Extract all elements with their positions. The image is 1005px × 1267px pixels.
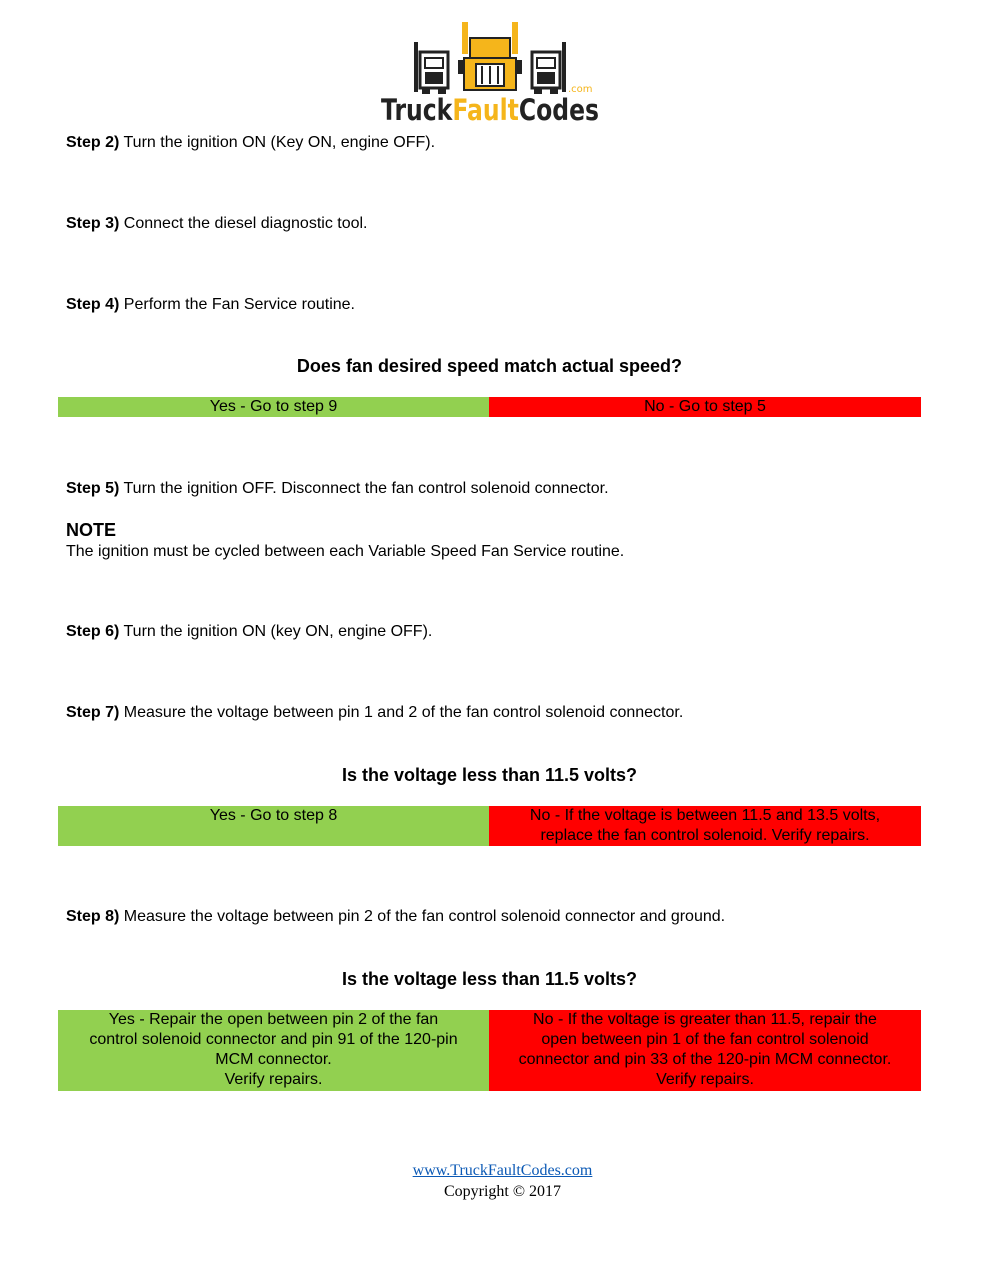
no-line: connector and pin 33 of the 120-pin MCM connector. bbox=[518, 1051, 892, 1068]
logo-fault-text: Fault bbox=[452, 93, 535, 127]
yes-line: MCM connector. bbox=[215, 1051, 332, 1068]
copyright: Copyright © 2017 bbox=[443, 1183, 562, 1200]
question-2: Is the voltage less than 11.5 volts? bbox=[341, 765, 638, 785]
no-line: No - If the voltage is between 11.5 and 13.5 volts, bbox=[529, 807, 881, 824]
step-5 bbox=[66, 479, 609, 499]
step-text: Turn the ignition OFF. Disconnect the fan control solenoid connector. bbox=[119, 480, 609, 497]
logo-truck-text: Truck bbox=[381, 93, 470, 127]
yes-cell bbox=[58, 1010, 489, 1091]
step-label: Step 3) bbox=[66, 215, 120, 232]
yes-cell bbox=[58, 806, 489, 846]
footer-link-row bbox=[0, 1160, 1005, 1181]
no-cell bbox=[489, 397, 921, 417]
logo-com-text: .com bbox=[568, 84, 593, 95]
truckfaultcodes-logo bbox=[378, 20, 618, 128]
step-text: Measure the voltage between pin 2 of the fan control solenoid connector and ground. bbox=[119, 908, 726, 925]
no-cell bbox=[489, 1010, 921, 1091]
no-line: Verify repairs. bbox=[656, 1071, 754, 1088]
no-line: No - Go to step 5 bbox=[644, 398, 766, 415]
note-heading: NOTE bbox=[66, 520, 117, 540]
step-text: Perform the Fan Service routine. bbox=[119, 296, 355, 313]
no-line: open between pin 1 of the fan control solenoid bbox=[541, 1031, 869, 1048]
question-1: Does fan desired speed match actual speed? bbox=[296, 356, 683, 376]
step-label: Step 2) bbox=[66, 134, 120, 151]
answer-row-1 bbox=[58, 397, 921, 417]
yes-line: Yes - Go to step 8 bbox=[209, 807, 338, 824]
step-label: Step 5) bbox=[66, 480, 120, 497]
yes-line: Yes - Repair the open between pin 2 of the fan bbox=[108, 1011, 439, 1028]
step-6 bbox=[66, 622, 432, 642]
step-2 bbox=[66, 133, 435, 153]
answer-row-3 bbox=[58, 1010, 921, 1091]
step-text: Measure the voltage between pin 1 and 2 of the fan control solenoid connector. bbox=[119, 704, 684, 721]
step-7 bbox=[66, 703, 683, 723]
yes-line: Verify repairs. bbox=[224, 1071, 323, 1088]
step-3 bbox=[66, 214, 368, 234]
step-label: Step 7) bbox=[66, 704, 120, 721]
website-link[interactable]: www.TruckFaultCodes.com bbox=[412, 1162, 593, 1179]
question-3: Is the voltage less than 11.5 volts? bbox=[341, 969, 638, 989]
truck-logo-icon bbox=[378, 20, 618, 128]
step-text: Turn the ignition ON (Key ON, engine OFF). bbox=[119, 134, 436, 151]
answer-row-2 bbox=[58, 806, 921, 846]
step-text: Turn the ignition ON (key ON, engine OFF). bbox=[119, 623, 433, 640]
yes-cell bbox=[58, 397, 489, 417]
no-cell bbox=[489, 806, 921, 846]
svg-text:TruckFaultCodes bbox=[381, 93, 618, 127]
no-line: No - If the voltage is greater than 11.5, repair the bbox=[533, 1011, 877, 1028]
step-label: Step 6) bbox=[66, 623, 120, 640]
step-text: Connect the diesel diagnostic tool. bbox=[119, 215, 368, 232]
step-8 bbox=[66, 907, 725, 927]
step-4 bbox=[66, 295, 355, 315]
yes-line: Yes - Go to step 9 bbox=[209, 398, 338, 415]
no-line: replace the fan control solenoid. Verify repairs. bbox=[540, 827, 870, 844]
step-label: Step 8) bbox=[66, 908, 120, 925]
note-text: The ignition must be cycled between each Variable Speed Fan Service routine. bbox=[66, 543, 625, 560]
logo-codes-text: Codes bbox=[518, 93, 618, 127]
step-label: Step 4) bbox=[66, 296, 120, 313]
yes-line: control solenoid connector and pin 91 of the 120-pin bbox=[89, 1031, 458, 1048]
